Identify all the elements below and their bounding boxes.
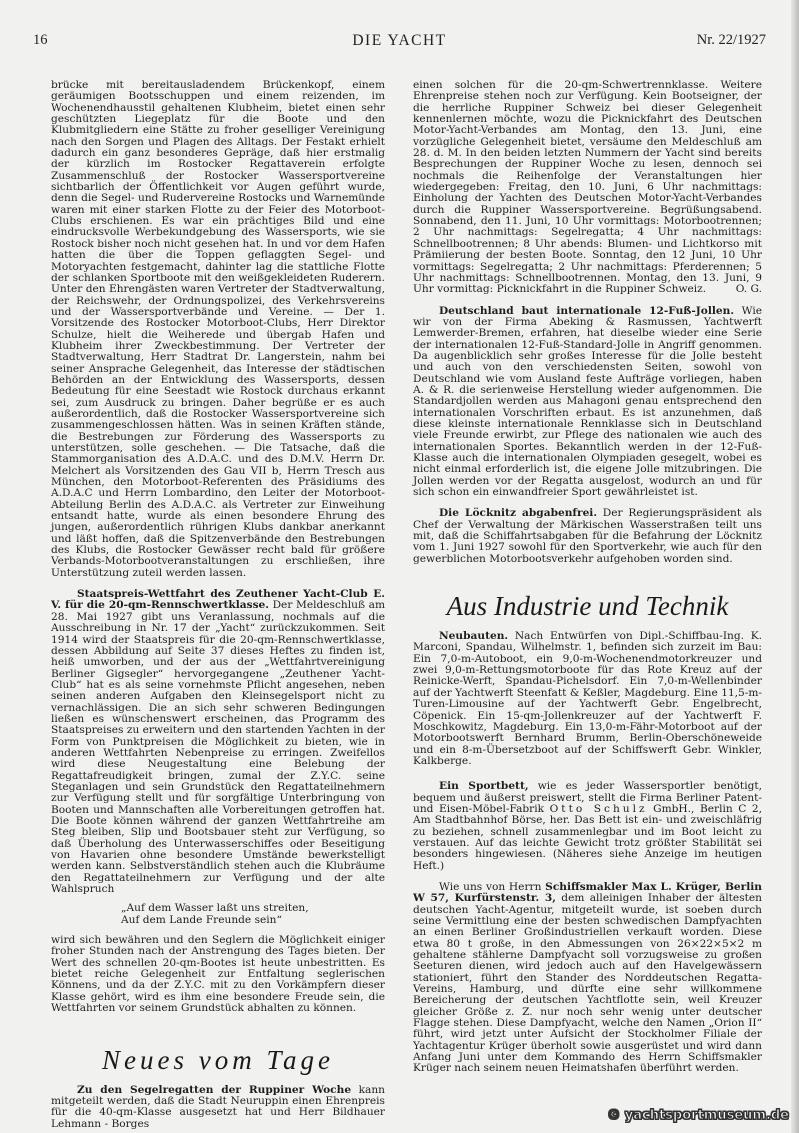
article-body: Der Meldeschluß am 28. Mai 1927 gibt uns Veranlassung, nochmals auf die Ausschreibung in Nr. 17 der „Yacht“ zurückzukommen. Seit 1914 wird der Staatspreis für die 20-qm-Rennschwertklasse, dessen Abbildung auf Seite 37 dieses Heftes zu finden ist, heiß umworben, und der aus der „Wettfahrtvereinigung Berliner Gigsegler“ hervorgegangene „Zeuthener Yacht-Club“ hat es als seine vornehmste Pflicht angesehen, neben seinen anderen Aufgaben den Kleinsegelsport nicht zu vernachlässigen. Die an sich sehr schweren Bedingungen ließen es wünschenswert erscheinen, das Programm des Staatspreises zu erweitern und den startenden Yachten in der Form von Punktpreisen die Möglichkeit zu bieten, wie in anderen Wettfahrten Nebenpreise zu erringen. Zweifellos wird diese Neugestaltung eine Belebung der Regattafreudigkeit bringen, zumal der Z.Y.C. seine Steganlagen und sein Grundstück den Regattateilnehmern zur Verfügung stellt und für sorgfältige Unterbringung von Booten und Mannschaften alle Vorbereitungen getroffen hat. Die Boote können während der ganzen Wettfahrtreihe am Steg bleiben, Slip und Bootsbauer steht zur Verfügung, so daß Überholung des Unterwasserschiffes oder Beseitigung von Havarien ohne besondere Umstände bewerkstelligt werden kann. Selbstverständlich stehen auch die Klubräume den Regattateilnehmern zur Verfügung und der alte Wahlspruch [51, 599, 385, 896]
article-body: wie es jeder Wassersportler benötigt, bequem und äußerst preiswert, stellt die Firma Berliner Patent- und Eisen-Möbel-Fabrik [413, 780, 762, 815]
article-body: Der Regierungspräsident als Chef der Verwaltung der Märkischen Wasserstraßen teilt uns mit, daß die Schiffahrtsabgaben für die Befahrung der Löcknitz vom 1. Juni 1927 sowohl für den Sportverkehr, wie auch für den gewerblichen Motorbootsverkehr aufgehoben worden sind. [413, 507, 762, 565]
article-heading: Schiffsmakler Max L. Krüger, Berlin W 57, Kurfürstenstr. 3, [413, 880, 762, 905]
motto-quote [51, 903, 385, 926]
section-heading-industrie-technik: Aus Industrie und Technik [446, 591, 729, 622]
article-rostock-continued: brücke mit bereitausladendem Brückenkopf, einem geräumigen Bootsschuppen und einem reizenden, im Wochenendhausstil gehaltenen Klubheim, bietet einen sehr geschützten Liegeplatz für die Boote und den Klubmitgliedern eine Stätte zu froher geselliger Vereinigung nach den Sorgen und Plagen des Alltags. Der Festakt erhielt dadurch ein ganz besonderes Gepräge, daß hier erstmalig der kürzlich im Rostocker Regattaverein erfolgte Zusammenschluß der Rostocker Wassersportvereine sichtbarlich der Öffentlichkeit vor Augen geführt wurde, denn die Segel- und Rudervereine Rostocks und Warnemünde waren mit einer starken Flotte zu der Feier des Motorboot-Clubs erschienen. Es war ein prächtiges Bild und eine eindrucksvolle Werbekundgebung des Wassersports, wie sie Rostock bisher noch nicht gesehen hat. In und vor dem Hafen hatten die über die Toppen geflaggten Segel- und Motoryachten festgemacht, dahinter lag die stattliche Flotte der schlanken Sportboote mit den weißgekleideten Ruderern. Unter den Ehrengästen waren Vertreter der Stadtverwaltung, der Reichswehr, der Ordnungspolizei, des Verkehrsvereins und der Wassersportverbände und Vereine. — Der 1. Vorsitzende des Rostocker Motorboot-Clubs, Herr Direktor Schulze, hielt die Weiherede und übergab Hafen und Klubheim ihrer Zweckbestimmung. Der Vertreter der Stadtverwaltung, Herr Stadtrat Dr. Langerstein, nahm bei seiner Ansprache Gelegenheit, das Interesse der städtischen Behörden an der Entwicklung des Wassersports, dessen Bedeutung für eine Seestadt wie Rostock durchaus erkannt sei, zum Ausdruck zu bringen. Daher begrüße er es auch außerordentlich, daß die Rostocker Wassersportvereine sich zusammengeschlossen hätten. Was in seinen Kräften stände, die Bestrebungen zur Förderung des Wassersports zu unterstützen, solle geschehen. — Die Tatsache, daß die Stammorganisation des A.D.A.C. und des D.M.V. Herrn Dr. Melchert als Vorsitzenden des Gau VII b, Herrn Tresch aus München, den Motorboot-Referenten des Präsidiums des A.D.A.C und Herrn Lombardino, den Leiter der Motorboot-Abteilung Berlin des A.D.A.C. als Vertreter zur Einweihung entsandt hatte, wurde als einen besondere Ehrung des jungen, außerordentlich rührigen Klubs dankbar anerkannt und läßt hoffen, daß die Spitzenverbände den Bestrebungen des Klubs, die Rostocker Gewässer recht bald für größere Verbands-Motorbootveranstaltungen zu erschließen, ihre Unterstützung zuteil werden lassen. [51, 79, 385, 579]
left-column [51, 80, 385, 1130]
article-loecknitz [413, 508, 762, 565]
article-body: einen solchen für die 20-qm-Schwertrennklasse. Weitere Ehrenpreise stehen noch zur Verfügung. Kein Bootseigner, der die herrliche Ruppiner Schweiz bei dieser Gelegenheit kennenlernen möchte, wozu die Picknickfahrt des Deutschen Motor-Yacht-Verbandes am Montag, den 13. Juni, eine vorzügliche Gelegenheit bietet, versäume den Meldeschluß am 28. d. M. In den beiden letzten Nummern der Yacht sind bereits Besprechungen der Ruppiner Woche zu lesen, dennoch sei nochmals die Reihenfolge der Veranstaltungen hier wiedergegeben: Freitag, den 10. Juni, 6 Uhr nachmittags: Einholung der Yachten des Deutschen Motor-Yacht-Verbandes durch die Ruppiner Wassersportvereine. Begrüßungsabend. Sonnabend, den 11. Juni, 10 Uhr vormittags: Motorbootrennen; 2 Uhr nachmittags: Segelregatta; 4 Uhr nachmittags: Schnellbootrennen; 8 Uhr abends: Blumen- und Lichtkorso mit Prämiierung der besten Boote. Sonntag, den 12 Juni, 10 Uhr vormittags: Segelregatta; 2 Uhr nachmittags: Pferderennen; 5 Uhr nachmittags: Schnellbootrennen. Montag, den 13. Juni, 9 Uhr vormittag: Picknickfahrt in die Ruppiner Schweiz. [413, 79, 762, 296]
page-header [33, 32, 766, 52]
article-body: Wie wir von der Firma Abeking & Rasmussen, Yachtwerft Lemwerder-Bremen, erfahren, hat dieselbe wieder eine Serie der internationalen 12-Fuß-Standard-Jolle in Angriff genommen. Da augenblicklich sehr großes Interesse für die Jolle besteht und auch von den verschiedensten Seiten, sowohl von Deutschland wie vom Ausland feste Aufträge vorliegen, haben A. & R. die serienweise Herstellung wieder aufgenommen. Die Standardjollen werden aus Mahagoni genau entsprechend den internationalen Vorschriften erbaut. Es ist anzunehmen, daß diese kleinste internationale Rennklasse sich in Deutschland viele Freunde erwirbt, zur Pflege des nationalen wie auch des internationalen Sportes. Bekanntlich werden in der 12-Fuß-Klasse auch die internationalen Olympiaden gesegelt, wobei es nicht einmal erforderlich ist, die eigene Jolle mitzubringen. Die Jollen werden vor der Regatta ausgelost, wodurch an und für sich schon ein einwandfreier Sport gewährleistet ist. [413, 304, 762, 499]
article-krueger [413, 882, 762, 1075]
article-heading: Zu den Segelregatten der Ruppiner Woche [77, 1083, 352, 1096]
article-heading: Staatspreis-Wettfahrt des Zeuthener Yacht-Club E. V. für die 20-qm-Rennschwertklasse. [51, 588, 385, 612]
company-name: Otto Schulz [549, 802, 648, 815]
article-staatspreis-closing: wird sich bewähren und den Seglern die Möglichkeit einiger froher Stunden nach der Anstrengung des Tages bieten. Der Wert des schnellen 20-qm-Bootes ist heute unbestritten. Es bietet reiche Gelegenheit zur Entfaltung seglerischen Könnens, und da der Z.Y.C. mit zu den Vorkämpfern dieser Klasse gehört, wird es ihm eine besondere Freude sein, die Wettfahrten vor seinem Grundstück abhalten zu können. [51, 934, 385, 1015]
article-intro: Wie uns von Herrn [439, 880, 546, 893]
page-edge-shadow [791, 0, 799, 1133]
article-body: Nach Entwürfen von Dipl.-Schiffbau-Ing. K. Marconi, Spandau, Wilhelmstr. 1, befinden sich zurzeit im Bau: Ein 7,0-m-Autoboot, ein 9,0-m-Wochenendmotorkreuzer und zwei 9,0-m-Rettungsmotorboote für das Rote Kreuz auf der Reinicke-Werft, Spandau-Pichelsdorf. Ein 7,0-m-Wellenbinder auf der Yachtwerft Steenfatt & Keßler, Magdeburg. Eine 11,5-m-Turen-Limousine auf der Yachtwerft Gebr. Engelbrecht, Cöpenick. Ein 15-qm-Jollenkreuzer auf der Yachtwerft F. Moschkowitz, Magdeburg. Ein 13,0-m-Fähr-Motorboot auf der Motorbootswerft Bernhard Brumm, Berlin-Oberschöneweide und ein 8-m-Übersetzboot auf der Schiffswerft Gebr. Winkler, Kalkberge. [413, 630, 762, 767]
copyright-watermark: © yachtsportmuseum.de [607, 1108, 789, 1123]
article-neubauten [413, 631, 762, 767]
article-sportbett [413, 781, 762, 872]
quote-line: Auf dem Lande Freunde sein“ [121, 913, 282, 926]
author-signoff: O. G. [735, 283, 762, 296]
article-ruppiner-woche [51, 1085, 385, 1130]
issue-number: Nr. 22/1927 [696, 32, 766, 48]
section-heading-neues-vom-tage: Neues vom Tage [102, 1044, 334, 1075]
article-heading: Ein Sportbett, [439, 780, 529, 793]
right-column [413, 80, 762, 1075]
magazine-title: DIE YACHT [352, 32, 447, 49]
article-heading: Die Löcknitz abgabenfrei. [439, 507, 598, 520]
article-ruppiner-continued [413, 80, 762, 296]
article-heading: Deutschland baut internationale 12-Fuß-Jollen. [439, 304, 735, 317]
article-heading: Neubauten. [439, 630, 509, 643]
article-body: kann mitgeteilt werden, daß die Stadt Neuruppin einen Ehrenpreis für die 40-qm-Klasse ausgesetzt hat und Herr Bildhauer Lehmann - Borges [51, 1083, 386, 1130]
article-body: dem alleinigen Inhaber der ältesten deutschen Yacht-Agentur, mitgeteilt wurde, ist soeben durch seine Vermittlung eine der besten schwedischen Dampfyachten an einen Berliner Großindustriellen verkauft worden. Diese etwa 80 t große, in den Abmessungen von 26×22×5×2 m gehaltene stählerne Dampfyacht soll vorzugsweise zu großen Seeturen dienen, wird jedoch auch auf den Havelgewässern stationiert, führt den Stander des Norddeutschen Regatta-Vereins, Hamburg, und dürfte eine sehr willkommene Bereicherung der deutschen Yachtflotte sein, weil Kreuzer gleicher Größe z. Z. nur noch sehr wenig unter deutscher Flagge stehen. Diese Dampfyacht, welche den Namen „Orion II“ führt, wird jetzt unter Aufsicht der Stockholmer Filiale der Yachtagentur Krüger überholt sowie ausgerüstet und wird dann Anfang Juni unter dem Kommando des Herrn Schiffsmakler Krüger nach seinem neuen Heimatshafen überführt werden. [413, 892, 762, 1075]
article-body: GmbH., Berlin C 2, Am Stadtbahnhof Börse, her. Das Bett ist ein- und zweischläfrig zu beziehen, schnell zusammenlegbar und im Boot leicht zu verstauen. Auf das leichte Gewicht trotz größter Stabilität sei besonders hingewiesen. (Näheres siehe Anzeige im heutigen Heft.) [413, 802, 762, 872]
article-12-fuss-jollen [413, 306, 762, 499]
page-number: 16 [33, 32, 48, 48]
article-staatspreis [51, 589, 385, 895]
quote-line: „Auf dem Wasser laßt uns streiten, [121, 902, 309, 915]
